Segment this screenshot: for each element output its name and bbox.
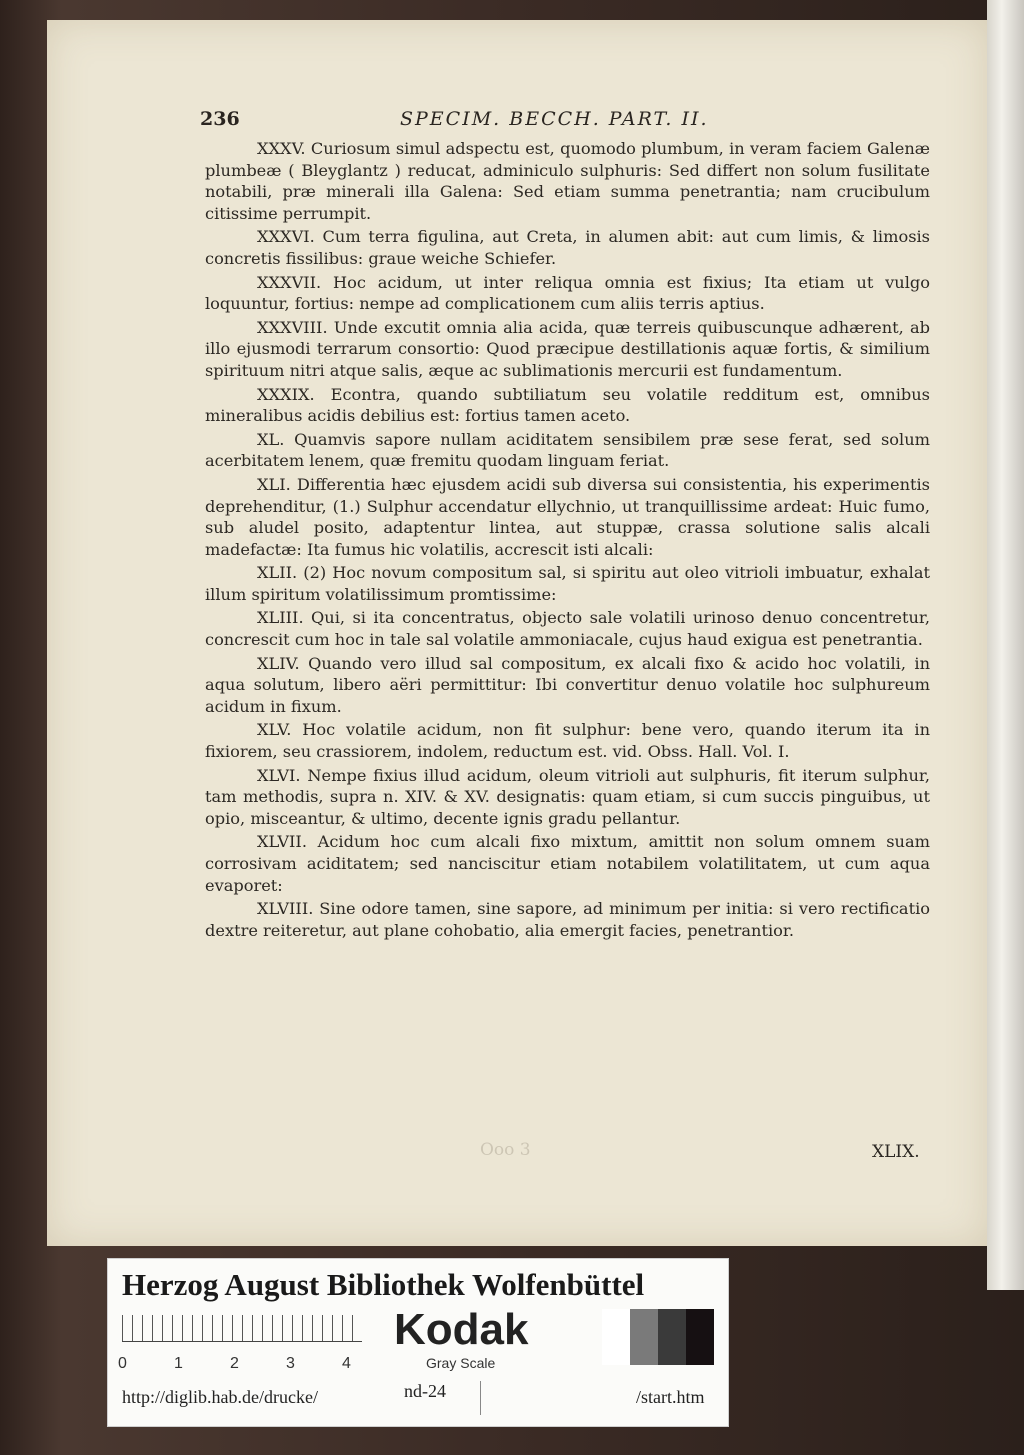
library-label-card: [107, 1258, 729, 1427]
paragraph-xlvi: XLVI. Nempe fixius illud acidum, oleum vitrioli aut sulphuris, fit iterum sulphur, tam methodis, supra n. XIV. & XV. designatis: quam etiam, si cum succis pinguibus, ut opio, misceantur, & ultimo, decente ignis gradu pellantur.: [205, 765, 930, 828]
ruler-number: 4: [342, 1355, 351, 1372]
paragraph-xli: XLI. Differentia hæc ejusdem acidi sub diversa sui consistentia, his experimentis deprehenditur, (1.) Sulphur accendatur ellychnio, ut tranquillissime ardeat: Huic fumo, sub aludel posito, adaptentur lintea, aut stuppæ, crassa solutione salis alcali madefactæ: Ita fumus hic volatilis, accrescit isti alcali:: [205, 474, 930, 559]
shelfmark: nd-24: [404, 1381, 446, 1401]
paragraph-xxxix: XXXIX. Econtra, quando subtiliatum seu volatile redditum est, omnibus mineralibus acidis debilius est: fortius tamen aceto.: [205, 384, 930, 426]
gray-scale-patches: [602, 1309, 714, 1365]
paragraph-xliv: XLIV. Quando vero illud sal compositum, ex alcali fixo & acido hoc volatili, in aqua solutum, libero aëri permittitur: Ibi convertitur denuo volatile hoc sulphureum acidum in fixum.: [205, 653, 930, 716]
paragraph-xlv: XLV. Hoc volatile acidum, non fit sulphur: bene vero, quando iterum ita in fixiorem, seu crassiorem, indolem, reductum est. vid. Obss. Hall. Vol. I.: [205, 720, 930, 762]
paragraph-xl: XL. Quamvis sapore nullam aciditatem sensibilem præ sese ferat, sed solum acerbitatem lenem, quæ fremitu quodam linguam feriat.: [205, 429, 930, 471]
kodak-logo: Kodak: [394, 1305, 529, 1354]
url-suffix: /start.htm: [636, 1387, 705, 1407]
paragraph-xxxvi: XXXVI. Cum terra figulina, aut Creta, in alumen abit: aut cum limis, & limosis concretis fissilibus: graue weiche Schiefer.: [205, 227, 930, 268]
paragraph-xlviii: XLVIII. Sine odore tamen, sine sapore, ad minimum per initia: si vero rectificatio dextre reiteretur, aut plane cohobatio, alia emergit facies, penetrantior.: [205, 899, 930, 940]
paragraph-xlii: XLII. (2) Hoc novum compositum sal, si spiritu aut oleo vitrioli imbuatur, exhalat illum spiritum volatilissimum promtissime:: [205, 563, 930, 604]
ruler-number: 2: [230, 1355, 239, 1372]
gray-patch: [686, 1309, 714, 1365]
page-number: 236: [200, 108, 240, 130]
body-text: [205, 138, 930, 943]
gray-scale-caption: Gray Scale: [426, 1355, 496, 1371]
institution-name: Herzog August Bibliothek Wolfenbüttel: [122, 1267, 645, 1302]
url-divider: [480, 1381, 481, 1415]
url-prefix: http://diglib.hab.de/drucke/: [122, 1387, 318, 1407]
ruler-scale: [122, 1315, 362, 1342]
paragraph-xlvii: XLVII. Acidum hoc cum alcali fixo mixtum, amittit non solum omnem suam corrosivam aciditatem; sed nanciscitur etiam notabilem volatilitatem, ut cum aqua evaporet:: [205, 832, 930, 895]
bleed-through-text: Ooo 3: [480, 1140, 531, 1160]
catchword: XLIX.: [872, 1142, 920, 1162]
paragraph-xxxv: XXXV. Curiosum simul adspectu est, quomodo plumbum, in veram faciem Galenæ plumbeæ ( Bleyglantz ) reducat, adminiculo sulphuris: Sed differt non solum fusilitate notabili, præ minerali illa Galena: Sed etiam summa penetrantia; nam crucibulum citissime perrumpit.: [205, 139, 930, 223]
ruler-number: 1: [174, 1355, 183, 1372]
paragraph-xliii: XLIII. Qui, si ita concentratus, objecto sale volatili urinoso denuo concentretur, concrescit cum hoc in tale sal volatile ammoniacale, cujus haud exigua est penetrantia.: [205, 608, 930, 650]
ruler-number: 0: [118, 1355, 127, 1372]
running-head: SPECIM. BECCH. PART. II.: [400, 108, 709, 130]
gray-patch: [658, 1309, 686, 1365]
paragraph-xxxvii: XXXVII. Hoc acidum, ut inter reliqua omnia est fixius; Ita etiam ut vulgo loquuntur, fortius: nempe ad complicationem cum aliis terris aptius.: [205, 272, 930, 314]
gray-patch: [602, 1309, 630, 1365]
ruler-number: 3: [286, 1355, 295, 1372]
adjacent-page-edge: [987, 0, 1024, 1290]
gray-patch: [630, 1309, 658, 1365]
paragraph-xxxviii: XXXVIII. Unde excutit omnia alia acida, quæ terreis quibuscunque adhærent, ab illo ejusmodi terrarum consortio: Quod præcipue destillationis aquæ fortis, & similium spirituum nitri atque salis, æque ac sublimationis mercurii est fundamentum.: [205, 317, 930, 380]
